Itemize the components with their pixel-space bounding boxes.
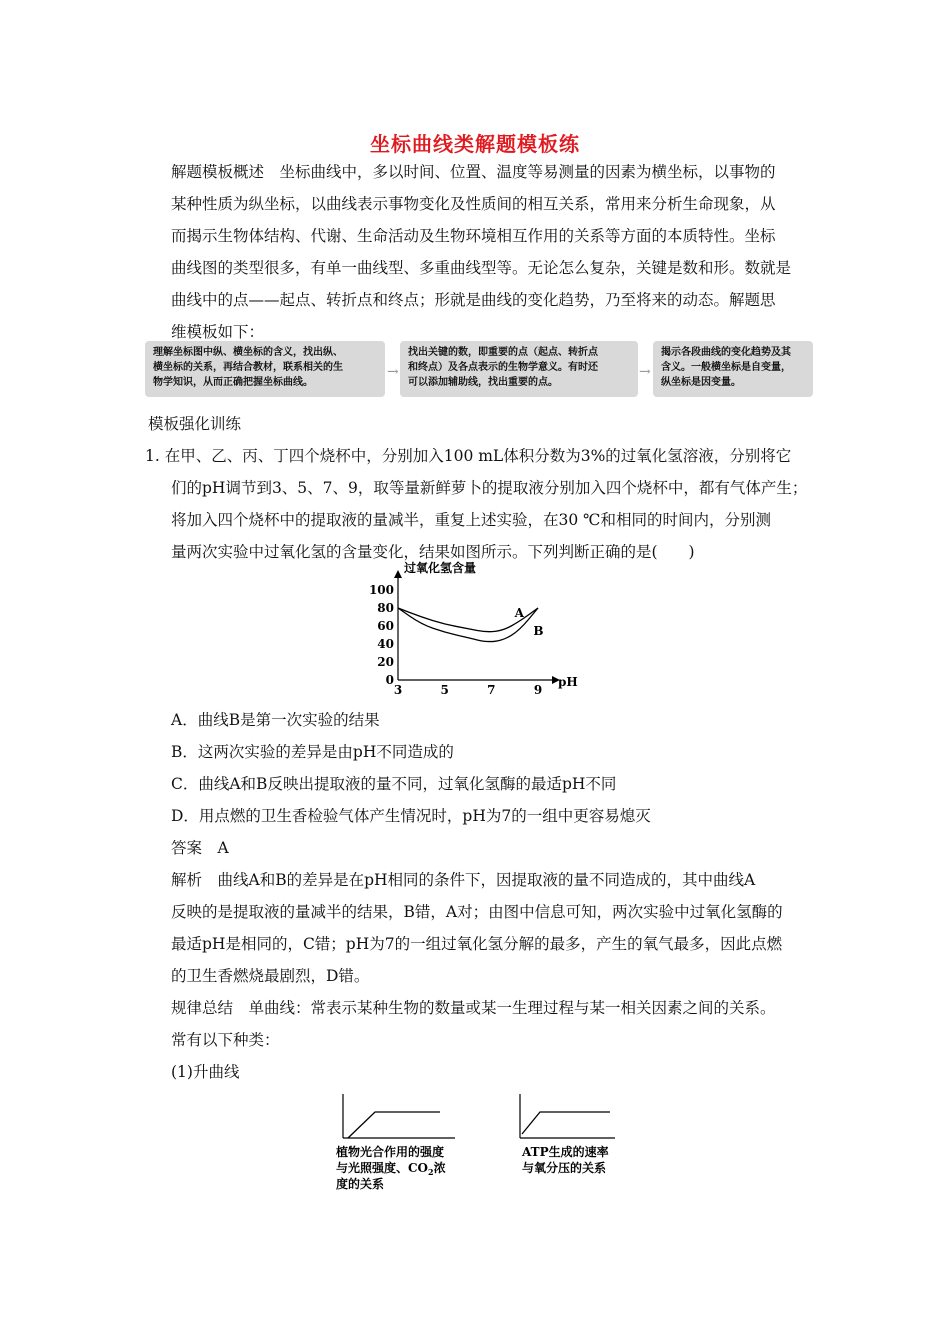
mini-rising-curve <box>522 1112 610 1134</box>
flow-text: 和终点）及各点表示的生物学意义。有时还 <box>408 362 598 373</box>
answer: 答案 A <box>171 839 229 857</box>
curve-label-b: B <box>533 624 544 638</box>
mini-rising-curve <box>348 1112 440 1138</box>
mini-caption: 与氧分压的关系 <box>522 1161 607 1175</box>
mini-graph-atp <box>510 1090 650 1200</box>
flow-box-2 <box>400 341 638 397</box>
question-line: 将加入四个烧杯中的提取液的量减半，重复上述实验，在30 ℃和相同的时间内，分别测 <box>171 511 771 529</box>
flow-text: 纵坐标是因变量。 <box>661 377 741 388</box>
flow-text: 找出关键的数，即重要的点（起点、转折点 <box>408 347 598 358</box>
flow-box-3 <box>653 341 813 397</box>
y-tick-label: 0 <box>385 673 394 687</box>
question-line: 量两次实验中过氧化氢的含量变化，结果如图所示。下列判断正确的是( ) <box>171 543 695 561</box>
overview-line: 曲线图的类型很多，有单一曲线型、多重曲线型等。无论怎么复杂，关键是数和形。数就是 <box>171 259 792 277</box>
flow-text: 揭示各段曲线的变化趋势及其 <box>661 347 791 358</box>
overview-line: 某种性质为纵坐标，以曲线表示事物变化及性质间的相互关系，常用来分析生命现象，从 <box>171 195 776 213</box>
flow-arrow: → <box>387 364 399 380</box>
mini-caption: 植物光合作用的强度 <box>336 1145 445 1159</box>
x-tick-label: 5 <box>440 683 449 696</box>
chart-xlabel: pH <box>558 675 578 689</box>
y-tick-label: 40 <box>377 637 394 651</box>
y-tick-label: 20 <box>377 655 394 669</box>
flow-text: 可以添加辅助线，找出重要的点。 <box>408 377 558 388</box>
question-line: 们的pH调节到3、5、7、9，取等量新鲜萝卜的提取液分别加入四个烧杯中，都有气体产生； <box>171 479 808 497</box>
mini-graph-photosynthesis <box>330 1090 470 1200</box>
overview-line: 解题模板概述 坐标曲线中，多以时间、位置、温度等易测量的因素为横坐标，以事物的 <box>171 163 776 181</box>
flow-text: 理解坐标图中纵、横坐标的含义，找出纵、 <box>153 347 343 358</box>
analysis-line: 的卫生香燃烧最剧烈，D错。 <box>171 967 370 985</box>
question-line: 1. 在甲、乙、丙、丁四个烧杯中，分别加入100 mL体积分数为3%的过氧化氢溶液，分别将它 <box>145 447 792 465</box>
flow-arrow: → <box>639 364 651 380</box>
overview-line: 而揭示生物体结构、代谢、生命活动及生物环境相互作用的关系等方面的本质特性。坐标 <box>171 227 776 245</box>
option-b: B．这两次实验的差异是由pH不同造成的 <box>171 743 454 761</box>
x-tick-label: 7 <box>487 683 496 696</box>
flow-text: 横坐标的关系，再结合教材，联系相关的生 <box>153 362 343 373</box>
option-a: A．曲线B是第一次实验的结果 <box>171 711 380 729</box>
y-tick-label: 100 <box>368 583 394 597</box>
x-tick-label: 9 <box>533 683 543 696</box>
flow-text: 物学知识，从而正确把握坐标曲线。 <box>153 377 313 388</box>
summary-line: 规律总结 单曲线：常表示某种生物的数量或某一生理过程与某一相关因素之间的关系。 <box>171 999 776 1017</box>
y-tick-label: 80 <box>377 601 394 615</box>
subheading: (1)升曲线 <box>171 1063 240 1081</box>
overview-line: 维模板如下： <box>171 323 265 341</box>
analysis-line: 解析 曲线A和B的差异是在pH相同的条件下，因提取液的量不同造成的，其中曲线A <box>171 871 756 889</box>
curve-label-a: A <box>514 606 524 620</box>
flow-text: 含义。一般横坐标是自变量， <box>661 362 791 373</box>
x-tick-label: 3 <box>393 683 403 696</box>
summary-line: 常有以下种类： <box>171 1031 280 1049</box>
mini-caption: 与光照强度、$CO_2$浓 <box>336 1161 446 1177</box>
overview-line: 曲线中的点——起点、转折点和终点；形就是曲线的变化趋势，乃至将来的动态。解题思 <box>171 291 776 309</box>
analysis-line: 最适pH是相同的，C错；pH为7的一组过氧化氢分解的最多，产生的氧气最多，因此点燃 <box>171 935 783 953</box>
option-d: D．用点燃的卫生香检验气体产生情况时，pH为7的一组中更容易熄灭 <box>171 807 651 825</box>
section-heading: 模板强化训练 <box>148 415 242 433</box>
mini-caption: 度的关系 <box>336 1177 385 1191</box>
y-tick-label: 60 <box>377 619 394 633</box>
page-title: 坐标曲线类解题模板练 <box>370 132 580 156</box>
chart-y-arrow <box>394 570 402 578</box>
analysis-line: 反映的是提取液的量减半的结果，B错，A对；由图中信息可知，两次实验中过氧化氢酶的 <box>171 903 783 921</box>
option-c: C．曲线A和B反映出提取液的量不同，过氧化氢酶的最适pH不同 <box>171 775 617 793</box>
chart-ylabel: 过氧化氢含量 <box>404 561 477 575</box>
flow-box-1 <box>145 341 385 397</box>
ph-chart <box>360 556 580 696</box>
mini-caption: ATP生成的速率 <box>522 1145 609 1159</box>
